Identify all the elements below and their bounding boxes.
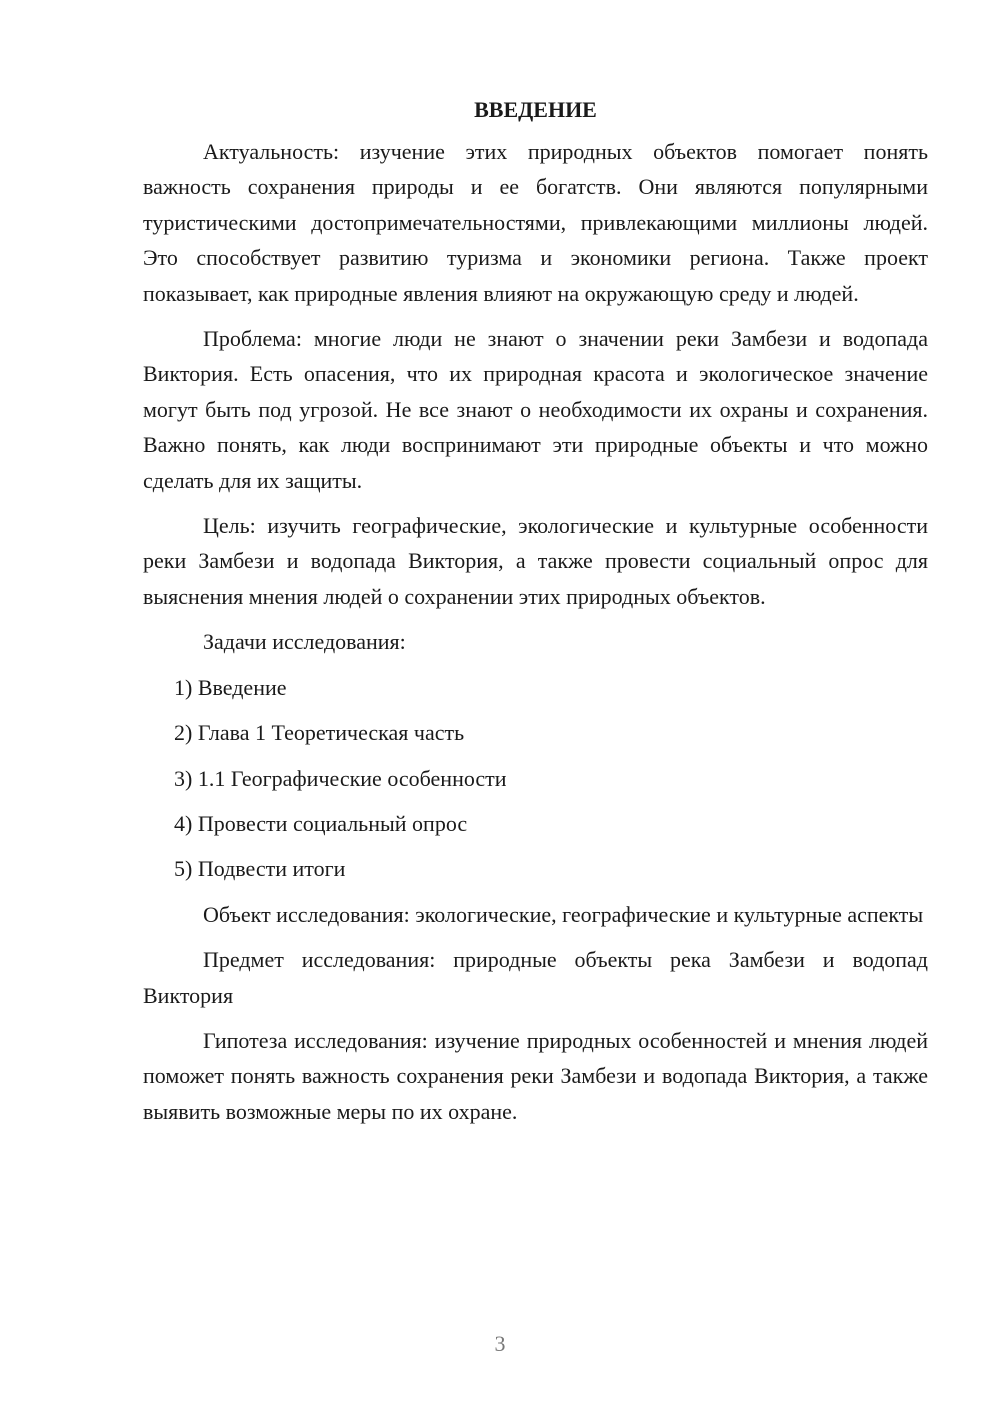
task-item: 5) Подвести итоги — [174, 856, 346, 882]
paragraph-hypothesis: Гипотеза исследования: изучение природных особенностей и мнения людей поможет понять важность сохранения реки Замбези и водопада Виктория, а также выявить возможные меры по их охране. — [143, 1027, 928, 1124]
task-list — [143, 670, 928, 887]
paragraph-object: Объект исследования: экологические, географические и культурные аспекты — [203, 901, 924, 927]
paragraph-problem: Проблема: многие люди не знают о значении реки Замбези и водопада Виктория. Есть опасения, что их природная красота и экологическое значение могут быть под угрозой. Не все знают о необходимости их охраны и сохранения. Важно понять, как люди воспринимают эти природные объекты и что можно сделать для их защиты. — [143, 326, 928, 493]
task-item: 3) 1.1 Географические особенности — [174, 765, 507, 791]
page-number: 3 — [494, 1331, 506, 1356]
task-item: 2) Глава 1 Теоретическая часть — [174, 720, 465, 746]
paragraph-subject: Предмет исследования: природные объекты река Замбези и водопад Виктория — [143, 947, 928, 1008]
paragraph-goal: Цель: изучить географические, экологические и культурные особенности реки Замбези и водопада Виктория, а также провести социальный опрос для выяснения мнения людей о сохранении этих природных объектов. — [143, 513, 928, 609]
paragraph-relevance: Актуальность: изучение этих природных объектов помогает понять важность сохранения природы и ее богатств. Они являются популярными туристическими достопримечательностями, привлекающими миллионы людей. Это способствует развитию туризма и экономики региона. Также проект показывает, как природные явления влияют на окружающую среду и людей. — [143, 139, 928, 306]
section-title: ВВЕДЕНИЕ — [474, 97, 597, 122]
task-item: 4) Провести социальный опрос — [174, 810, 468, 836]
paragraph-tasks-heading: Задачи исследования: — [203, 629, 406, 655]
document-page — [143, 92, 928, 1139]
task-item: 1) Введение — [174, 674, 287, 700]
